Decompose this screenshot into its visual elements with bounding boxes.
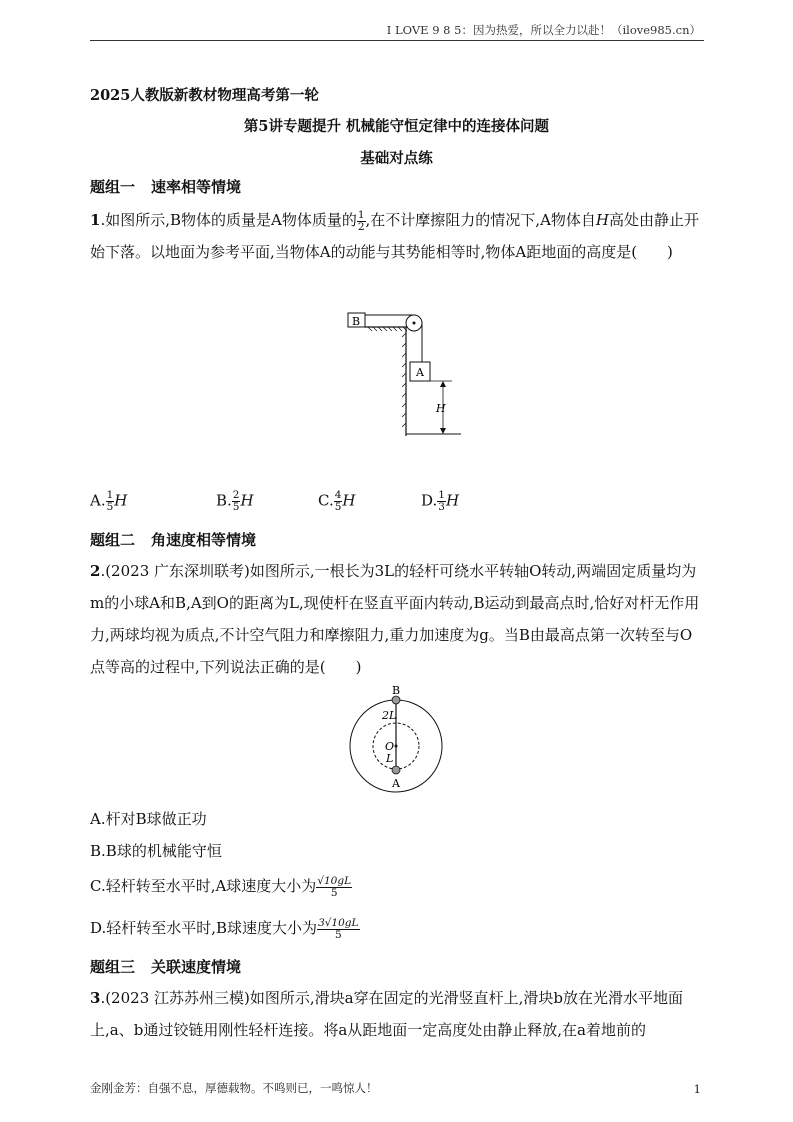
question-number: 3 <box>90 989 101 1007</box>
option-d <box>90 917 360 941</box>
question-text-part: .如图所示,B物体的质量是A物体质量的 <box>100 211 357 229</box>
fraction-denominator: 5 <box>106 501 114 513</box>
option-text: D.轻杆转至水平时,B球速度大小为 <box>90 919 318 937</box>
ball-b-label: B <box>392 684 401 697</box>
variable-h: H <box>114 491 128 510</box>
height-label: H <box>436 402 446 415</box>
block-a-label: A <box>416 366 424 379</box>
fraction-denominator: 2 <box>357 220 365 233</box>
question-3 <box>90 982 704 1046</box>
fraction-numerator: 2 <box>232 489 240 501</box>
fraction-numerator: 1 <box>438 489 445 501</box>
table-hatching <box>368 327 407 331</box>
question-2 <box>90 555 704 683</box>
fraction-numerator: 3√10gL <box>318 916 359 929</box>
fraction-numerator: 1 <box>106 489 114 501</box>
lecture-title: 第5讲专题提升 机械能守恒定律中的连接体问题 <box>243 118 550 135</box>
fraction <box>357 210 366 233</box>
variable-h: H <box>342 491 356 510</box>
option-letter: A. <box>90 491 106 510</box>
group-label: 题组一 <box>90 178 136 196</box>
variable-h: H <box>240 491 254 510</box>
fraction <box>106 490 115 513</box>
group-heading-3 <box>90 956 241 977</box>
variable-h: H <box>445 491 460 510</box>
pulley-axle <box>413 322 416 325</box>
header-divider <box>90 40 704 41</box>
fraction-denominator: 5 <box>330 886 338 899</box>
ball-a <box>392 766 400 774</box>
fraction-denominator: 5 <box>334 501 342 513</box>
wall-hatching <box>402 333 406 427</box>
group-heading-2 <box>90 529 256 550</box>
question-text: 如图所示,滑块a穿在固定的光滑竖直杆上,滑块b放在光滑水平地面上,a、b通过铰链用刚性轻杆连接。将a从距地面一定高度处由静止释放,在a着地前的 <box>90 989 683 1039</box>
option-c <box>318 490 356 513</box>
fraction <box>317 918 359 941</box>
group-title: 角速度相等情境 <box>151 531 257 549</box>
question-number: 2 <box>90 562 101 580</box>
rotating-rod-figure <box>345 684 450 794</box>
option-c <box>90 875 352 899</box>
section-title: 基础对点练 <box>360 150 433 167</box>
variable-h: H <box>595 211 609 229</box>
option-text: C.轻杆转至水平时,A球速度大小为 <box>90 877 317 895</box>
fraction-denominator: 3 <box>438 501 445 513</box>
pivot-o-label: O <box>385 740 395 753</box>
option-b: B.B球的机械能守恒 <box>90 842 222 860</box>
pivot-o <box>395 745 398 748</box>
group-title: 速率相等情境 <box>151 178 242 196</box>
fraction <box>437 490 446 513</box>
question-text-part: ,在不计摩擦阻力的情况下,A物体自 <box>365 211 596 229</box>
fraction-denominator: 5 <box>232 501 240 513</box>
fraction-numerator: 1 <box>357 208 365 221</box>
distance-l-label: L <box>386 752 394 765</box>
arrow-down-icon <box>440 428 446 434</box>
question-1 <box>90 204 704 268</box>
group-label: 题组三 <box>90 958 136 976</box>
question-source: .(2023 广东深圳联考) <box>100 562 250 580</box>
question-text-part: 高处由静止开始下落。以地面为参考平面,当物体A的动能与其势能相等时,物体A距地面的高度是( ) <box>90 211 700 261</box>
option-d <box>421 490 459 513</box>
page-header: I LOVE 9 8 5：因为热爱，所以全力以赴！（ilove985.cn） <box>386 23 701 37</box>
option-a: A.杆对B球做正功 <box>90 810 207 828</box>
option-letter: D. <box>421 491 438 510</box>
series-title: 2025人教版新教材物理高考第一轮 <box>90 87 319 104</box>
pulley-figure <box>330 308 470 443</box>
page-number: 1 <box>693 1082 701 1096</box>
ball-b <box>392 696 400 704</box>
fraction-numerator: 4 <box>334 489 342 501</box>
question-number: 1 <box>90 211 101 229</box>
fraction-numerator: √10gL <box>317 874 352 887</box>
block-b-label: B <box>352 315 361 328</box>
fraction <box>316 876 352 899</box>
option-letter: C. <box>318 491 334 510</box>
fraction-denominator: 5 <box>334 928 342 941</box>
ball-a-label: A <box>392 777 400 790</box>
question-source: .(2023 江苏苏州三模) <box>100 989 250 1007</box>
footer-motto: 金刚金芳：自强不息，厚德载物。不鸣则已，一鸣惊人！ <box>90 1081 378 1095</box>
arrow-up-icon <box>440 381 446 387</box>
question-text: 如图所示,一根长为3L的轻杆可绕水平转轴O转动,两端固定质量均为m的小球A和B,A到O的距离为L,现使杆在竖直平面内转动,B运动到最高点时,恰好对杆无作用力,两球均视为质点,不计空气阻力和摩擦阻力,重力加速度为g。当B由最高点第一次转至与O点等高的过程中,下列说法正确的是( ) <box>90 562 700 676</box>
option-letter: B. <box>216 491 232 510</box>
group-label: 题组二 <box>90 531 136 549</box>
option-b <box>216 490 254 513</box>
distance-2l-label: 2L <box>382 709 397 722</box>
group-title: 关联速度情境 <box>151 958 242 976</box>
option-a <box>90 490 127 513</box>
group-heading-1 <box>90 176 241 197</box>
